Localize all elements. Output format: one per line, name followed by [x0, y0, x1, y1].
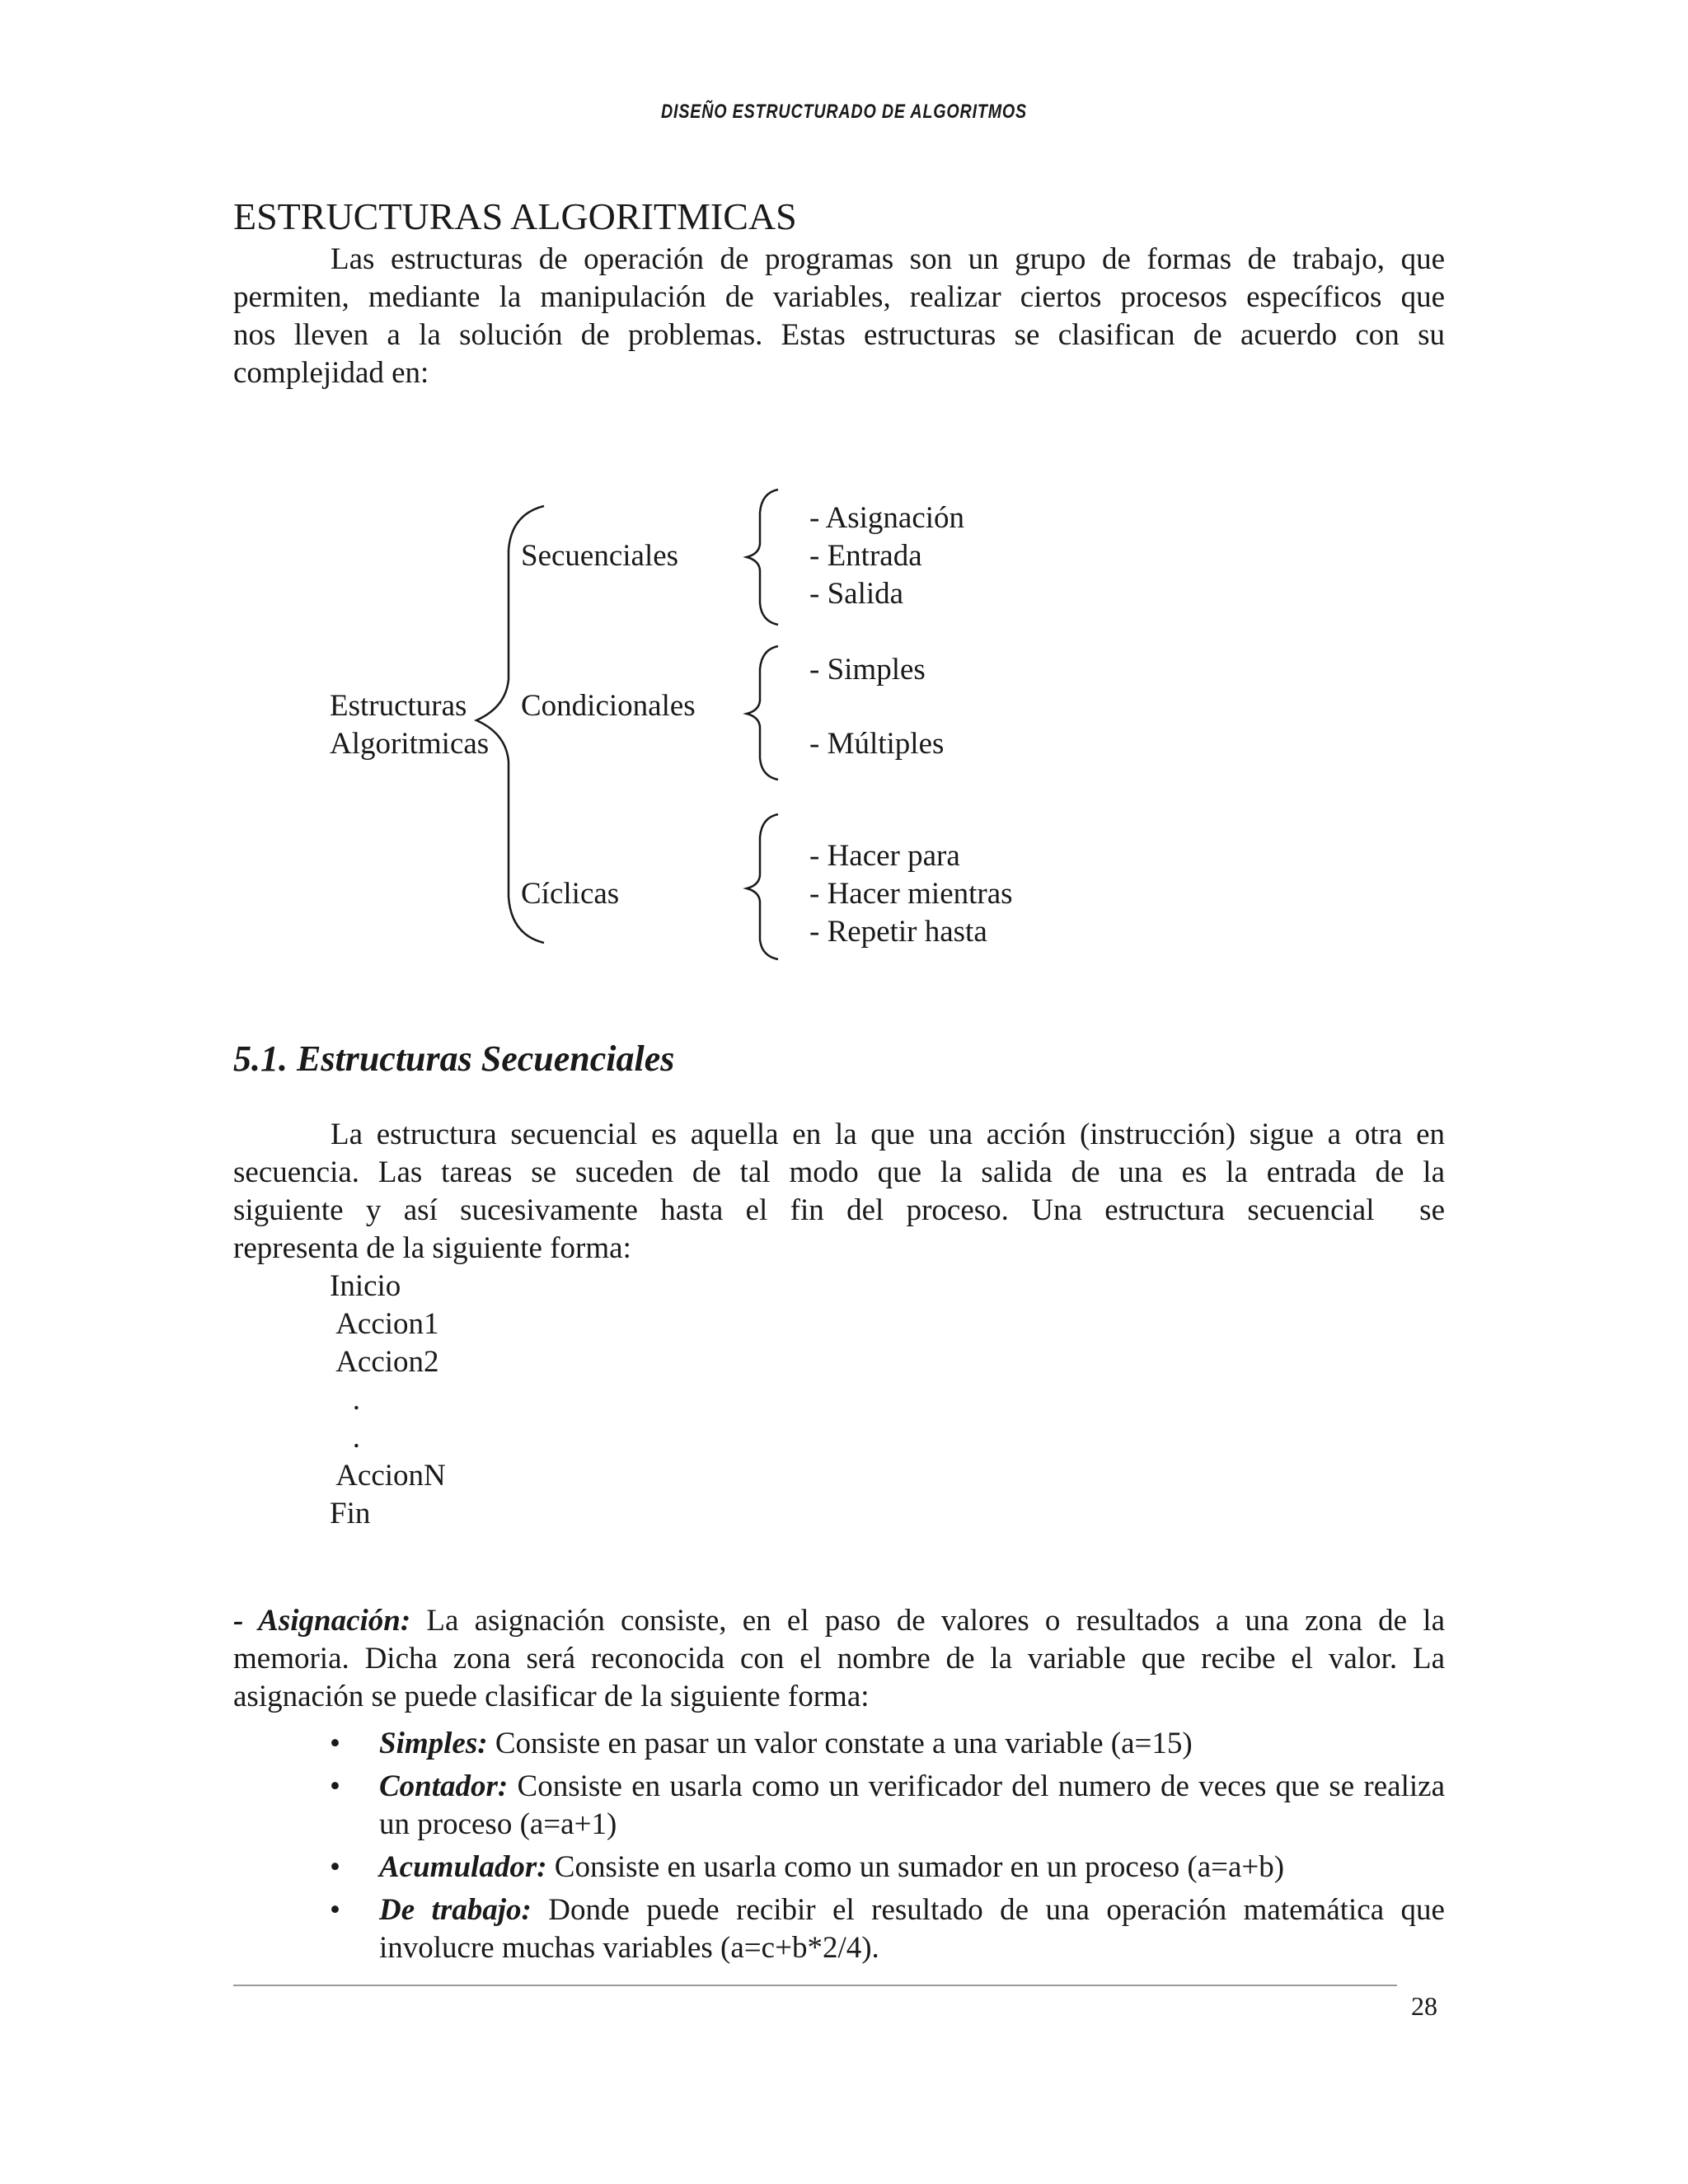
sequential-paragraph [233, 1116, 1445, 1268]
desc-contador: Consiste en usarla como un verificador del numero de veces que se realiza un proceso (a=a+1) [379, 1769, 1445, 1841]
assignment-paragraph [233, 1602, 1445, 1716]
intro-line-2: permiten, mediante la manipulación de variables, realizar ciertos procesos específicos que [233, 280, 1445, 314]
intro-line-1: Las estructuras de operación de programas son un grupo de formas de trabajo, que [331, 242, 1445, 276]
item-asignacion: - Asignación [809, 501, 965, 535]
assignment-term: - Asignación: [233, 1604, 411, 1638]
sequential-line-4: representa de la siguiente forma: [233, 1231, 631, 1265]
term-simples: Simples: [379, 1727, 488, 1760]
diagram-root-line-1: Estructuras [330, 689, 467, 723]
list-item-contador [233, 1768, 1445, 1844]
assignment-line-1 [233, 1602, 1445, 1640]
bullet-icon: • [330, 1893, 340, 1927]
section-title: ESTRUCTURAS ALGORITMICAS [233, 195, 797, 237]
secuenciales-brace [747, 490, 778, 625]
list-item-simples [233, 1725, 1445, 1763]
running-header: DISEÑO ESTRUCTURADO DE ALGORITMOS [660, 101, 1027, 123]
assignment-types-list [233, 1725, 1445, 1972]
sequential-line-3: siguiente y así sucesivamente hasta el fin del proceso. Una estructura secuencial se [233, 1193, 1445, 1227]
item-repetir-hasta: - Repetir hasta [809, 915, 987, 949]
intro-line-3: nos lleven a la solución de problemas. Estas estructuras se clasifican de acuerdo con su [233, 318, 1445, 352]
subsection-title: 5.1. Estructuras Secuenciales [233, 1038, 675, 1079]
desc-simples: Consiste en pasar un valor constate a una variable (a=15) [487, 1727, 1193, 1760]
assignment-text-1: La asignación consiste, en el paso de valores o resultados a una zona de la [410, 1604, 1445, 1638]
sequential-line-1: La estructura secuencial es aquella en la que una acción (instrucción) sigue a otra en [331, 1118, 1445, 1151]
bullet-icon: • [330, 1850, 340, 1884]
item-salida: - Salida [809, 577, 904, 611]
item-hacer-mientras: - Hacer mientras [809, 877, 1013, 911]
pseudocode-block [330, 1268, 446, 1533]
pseudo-line-5: . [330, 1421, 360, 1455]
footer-rule [233, 1985, 1397, 1986]
list-item-de-trabajo [233, 1891, 1445, 1967]
term-acumulador: Acumulador: [379, 1850, 547, 1884]
desc-acumulador: Consiste en usarla como un sumador en un proceso (a=a+b) [546, 1850, 1285, 1884]
term-de-trabajo: De trabajo: [379, 1893, 532, 1927]
category-ciclicas: Cíclicas [521, 877, 620, 911]
pseudo-line-1: Inicio [330, 1269, 401, 1303]
bullet-icon: • [330, 1769, 340, 1803]
page-number: 28 [1411, 1991, 1437, 2021]
item-hacer-para: - Hacer para [809, 839, 960, 873]
list-item-acumulador [233, 1849, 1445, 1886]
intro-line-4: complejidad en: [233, 356, 429, 390]
diagram-root-line-2: Algoritmicas [330, 727, 490, 761]
pseudo-line-7: Fin [330, 1497, 371, 1530]
pseudo-line-2: Accion1 [330, 1307, 439, 1341]
ciclicas-brace [747, 814, 778, 959]
pseudo-line-4: . [330, 1383, 360, 1417]
term-contador: Contador: [379, 1769, 509, 1803]
item-simples: - Simples [809, 653, 926, 687]
assignment-line-3: asignación se puede clasificar de la siguiente forma: [233, 1680, 870, 1713]
assignment-line-2: memoria. Dicha zona será reconocida con el nombre de la variable que recibe el valor. La [233, 1642, 1445, 1675]
bullet-icon: • [330, 1727, 340, 1760]
category-secuenciales: Secuenciales [521, 539, 679, 573]
condicionales-brace [747, 646, 778, 780]
category-condicionales: Condicionales [521, 689, 696, 723]
sequential-line-2: secuencia. Las tareas se suceden de tal modo que la salida de una es la entrada de la [233, 1155, 1445, 1189]
pseudo-line-6: AccionN [330, 1459, 446, 1493]
item-entrada: - Entrada [809, 539, 922, 573]
desc-de-trabajo: Donde puede recibir el resultado de una operación matemática que involucre muchas variables (a=c+b*2/4). [379, 1893, 1445, 1965]
pseudo-line-3: Accion2 [330, 1345, 439, 1379]
item-multiples: - Múltiples [809, 727, 945, 761]
